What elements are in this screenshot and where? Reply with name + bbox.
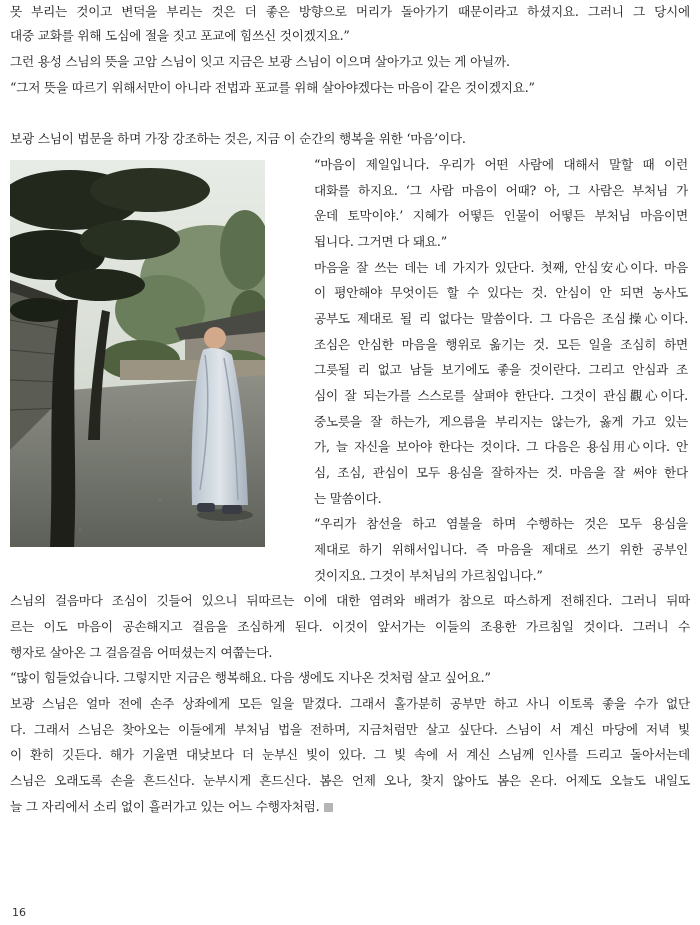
body-line: 그런 용성 스님의 뜻을 고암 스님이 잇고 지금은 보광 스님이 이으며 살아가고 있는 게 아닐까.	[10, 54, 510, 69]
side-line: 심, 조심, 관심이 모두 용심을 잘하자는 것. 마음을 잘 써야 한다	[314, 465, 688, 480]
body-line: 스님은 오래도록 손을 흔드신다. 눈부시게 흔드신다. 봄은 언제 오나, 찾지 않아도 봄은 온다. 어제도 오늘도 내일도	[10, 773, 690, 788]
side-line: 것이지요. 그것이 부처님의 가르침입니다.”	[314, 568, 543, 583]
body-line: 보광 스님은 얼마 전에 손주 상좌에게 모든 일을 맡겼다. 그래서 홀가분히 공부만 하고 사니 이토록 좋을 수가 없단	[10, 696, 690, 711]
side-line: 대화를 하지요. ‘그 사람 마음이 어때? 아, 그 사람은 부처님 가	[314, 183, 688, 198]
body-line: 스님의 걸음마다 조심이 깃들어 있으니 뒤따르는 이에 대한 염려와 배려가 참으로 따스하게 전해진다. 그러니 뒤따	[10, 593, 690, 608]
side-line: 됩니다. 그거면 다 돼요.”	[314, 234, 447, 249]
body-line: 대중 교화를 위해 도심에 절을 짓고 포교에 힘쓰신 것이겠지요.”	[10, 28, 350, 43]
side-line: “우리가 참선을 하고 염불을 하며 수행하는 것은 모두 용심을	[314, 516, 688, 531]
end-mark-icon	[324, 803, 333, 812]
body-line: “많이 힘들었습니다. 그렇지만 지금은 행복해요. 다음 생에도 지나온 것처럼 살고 싶어요.”	[10, 670, 491, 685]
body-line: 행자로 살아온 그 걸음걸음 어떠셨는지 여쭙는다.	[10, 645, 273, 660]
body-line: 보광 스님이 법문을 하며 가장 강조하는 것은, 지금 이 순간의 행복을 위한 ‘마음’이다.	[10, 131, 466, 146]
body-line: 못 부리는 것이고 변덕을 부리는 것은 더 좋은 방향으로 머리가 돌아가기 때문이라고 하셨지요. 그러니 그 당시에	[10, 4, 690, 19]
side-line: 심이 잘 되는가를 스스로를 살펴야 한단다. 그것이 관심觀心이다.	[314, 388, 688, 403]
body-line: 르는 이도 마음이 공손해지고 걸음을 조심하게 된다. 이것이 앞서가는 이들의 조용한 가르침일 것이다. 그러니 수	[10, 619, 690, 634]
body-line: 이 환히 깃든다. 해가 기울면 대낮보다 더 눈부신 빛이 있다. 그 빛 속에 서 계신 스님께 인사를 드리고 돌아서는데	[10, 747, 690, 762]
side-line: “마음이 제일입니다. 우리가 어떤 사람에 대해서 말할 때 이런	[314, 157, 688, 172]
body-line-final	[10, 799, 690, 815]
side-line: 이 평안해야 무엇이든 할 수 있다는 것. 안심이 안 되면 농사도	[314, 285, 688, 300]
side-line: 가, 늘 자신을 보아야 한다는 것이다. 그 다음은 용심用心이다. 안	[314, 439, 688, 454]
side-line: 공부도 제대로 될 리 없다는 말씀이다. 그 다음은 조심操心이다.	[314, 311, 688, 326]
side-line: 그릇될 리 없고 남들 보기에도 좋을 것이란다. 그리고 안심과 조	[314, 362, 688, 377]
side-line: 마음을 잘 쓰는 데는 네 가지가 있단다. 첫째, 안심安心이다. 마음	[314, 260, 688, 275]
monk-courtyard-photo	[10, 160, 265, 547]
page-number: 16	[12, 906, 26, 919]
body-line: “그저 뜻을 따르기 위해서만이 아니라 전법과 포교를 위해 살아야겠다는 마음이 같은 것이겠지요.”	[10, 80, 535, 95]
side-line: 는 말씀이다.	[314, 491, 382, 506]
final-sentence: 늘 그 자리에서 소리 없이 흘러가고 있는 어느 수행자처럼.	[10, 799, 320, 814]
side-line: 조심은 안심한 마음을 행위로 옮기는 것. 모든 일을 조심히 하면	[314, 337, 688, 352]
side-line: 중노릇을 잘 하는가, 게으름을 부리지는 않는가, 옳게 가고 있는	[314, 414, 688, 429]
side-line: 제대로 하기 위해서입니다. 즉 마음을 제대로 쓰기 위한 공부인	[314, 542, 688, 557]
side-line: 운데 토막이야.’ 지혜가 어떻든 인물이 어떻든 부처님 마음이면	[314, 208, 688, 223]
body-line: 다. 그래서 스님은 찾아오는 이들에게 부처님 법을 전하며, 지금처럼만 살고 싶단다. 스님이 서 계신 마당에 저녁 빛	[10, 722, 690, 737]
